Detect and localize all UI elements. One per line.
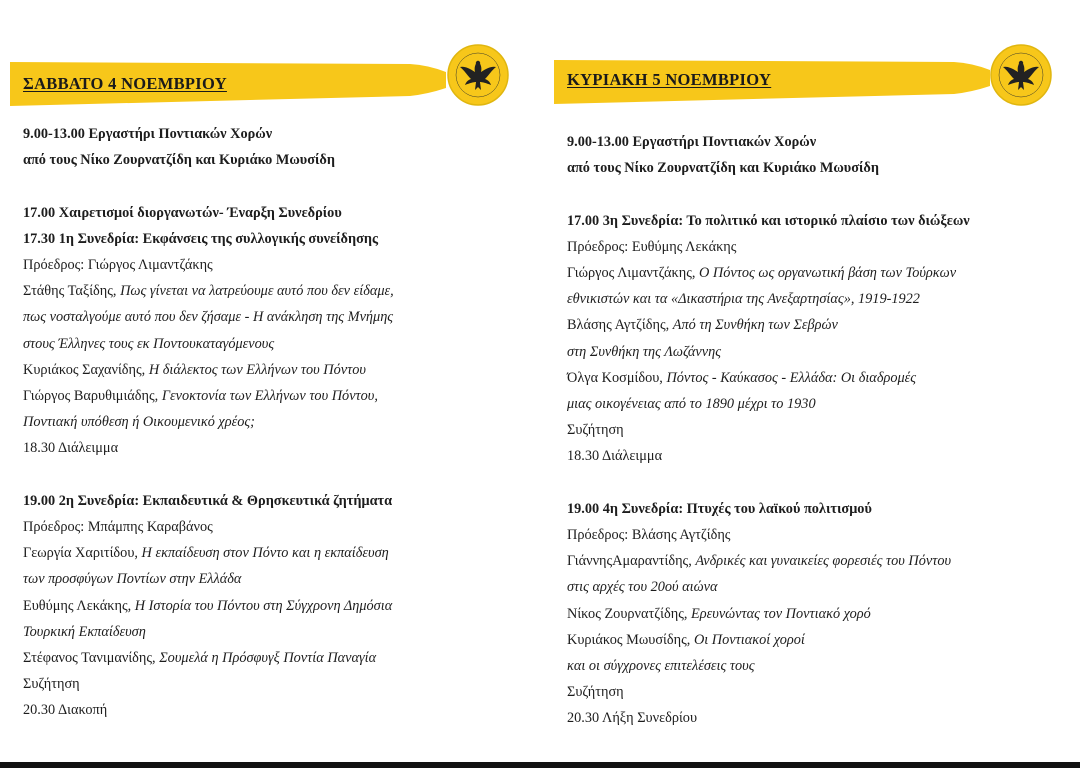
discussion-line: Συζήτηση <box>567 684 624 701</box>
talk-title: Ερευνώντας τον Ποντιακό χορό <box>691 605 871 622</box>
session-title: Εκφάνσεις της συλλογικής συνείδησης <box>139 230 379 247</box>
workshop-line: 9.00-13.00 Εργαστήρι Ποντιακών Χορών <box>23 126 273 142</box>
talk-title: των προσφύγων Ποντίων στην Ελλάδα <box>23 571 242 588</box>
talk-speaker: Στάθης Ταξίδης, <box>23 283 121 300</box>
talk-line <box>23 540 513 566</box>
talk-line <box>567 548 1057 574</box>
sunday-banner <box>554 44 1054 116</box>
talk-speaker: Στέφανος Τανιμανίδης, <box>23 650 160 667</box>
saturday-program <box>23 121 513 724</box>
workshop-line: από τους Νίκο Ζουρνατζίδη και Κυριάκο Μωυσίδη <box>567 160 879 177</box>
talk-line <box>23 383 513 409</box>
bottom-edge-bar <box>0 762 1080 768</box>
end-line: 20.30 Διακοπή <box>23 702 108 719</box>
talk-title: Ο Πόντος ως οργανωτική βάση των Τούρκων <box>699 265 957 281</box>
talk-speaker: Γεωργία Χαριτίδου, <box>23 545 142 562</box>
talk-title: στις αρχές του 20ού αιώνα <box>567 579 718 596</box>
talk-line <box>567 627 1057 653</box>
talk-speaker: Κυριάκος Σαχανίδης, <box>23 361 149 378</box>
session-chair: Πρόεδρος: Μπάμπης Καραβάνος <box>23 519 213 536</box>
talk-title: μιας οικογένειας από το 1890 μέχρι το 1930 <box>567 396 816 413</box>
saturday-banner <box>10 44 510 116</box>
talk-title: στους Έλληνες τους εκ Ποντουκαταγόμενους <box>23 335 275 352</box>
session-title: Εκπαιδευτικά & Θρησκευτικά ζητήματα <box>139 492 393 509</box>
session-time: 19.00 4η Συνεδρία: <box>567 500 684 517</box>
session-heading <box>567 208 1057 234</box>
talk-line <box>567 365 1057 391</box>
end-line: 20.30 Λήξη Συνεδρίου <box>567 710 698 727</box>
break-line: 18.30 Διάλειμμα <box>567 448 663 465</box>
talk-title: εθνικιστών και τα «Δικαστήρια της Ανεξαρτησίας», 1919-1922 <box>567 291 920 308</box>
sunday-program <box>567 129 1057 732</box>
talk-speaker: Γιώργος Βαρυθιμιάδης, <box>23 388 162 405</box>
workshop-line: 9.00-13.00 Εργαστήρι Ποντιακών Χορών <box>567 134 817 150</box>
talk-title: στη Συνθήκη της Λωζάννης <box>567 343 721 360</box>
sunday-title: ΚΥΡΙΑΚΗ 5 ΝΟΕΜΒΡΙΟΥ <box>567 70 772 89</box>
talk-title: Οι Ποντιακοί χοροί <box>693 631 805 648</box>
session-heading <box>567 496 1057 522</box>
talk-title: Η εκπαίδευση στον Πόντο και η εκπαίδευση <box>141 545 389 562</box>
discussion-line: Συζήτηση <box>567 422 624 439</box>
talk-title: πως νοσταλγούμε αυτό που δεν ζήσαμε - Η ανάκληση της Μνήμης <box>23 309 394 326</box>
talk-speaker: Όλγα Κοσμίδου, <box>567 369 667 386</box>
talk-line <box>567 601 1057 627</box>
session-heading <box>23 226 513 252</box>
talk-speaker: Γιώργος Λιμαντζάκης, <box>567 265 700 281</box>
talk-title: Πόντος - Καύκασος - Ελλάδα: Οι διαδρομές <box>666 369 917 386</box>
talk-speaker: Νίκος Ζουρνατζίδης, <box>567 605 692 622</box>
talk-speaker: ΓιάννηςΑμαραντίδης, <box>567 553 696 570</box>
session-chair: Πρόεδρος: Ευθύμης Λεκάκης <box>567 238 737 255</box>
talk-title: Γενοκτονία των Ελλήνων του Πόντου, <box>161 388 378 405</box>
pontic-eagle-emblem-icon <box>990 44 1052 106</box>
talk-title: Σουμελά η Πρόσφυγξ Ποντία Παναγία <box>159 650 377 667</box>
session-title: Πτυχές του λαϊκού πολιτισμού <box>683 500 872 517</box>
talk-line <box>23 645 513 671</box>
talk-title: και οι σύγχρονες επιτελέσεις τους <box>567 658 755 675</box>
talk-line <box>23 593 513 619</box>
session-time: 17.00 3η Συνεδρία: <box>567 212 684 229</box>
session-chair: Πρόεδρος: Βλάσης Αγτζίδης <box>567 527 731 544</box>
saturday-title: ΣΑΒΒΑΤΟ 4 ΝΟΕΜΒΡΙΟΥ <box>23 74 227 93</box>
session-title: Το πολιτικό και ιστορικό πλαίσιο των διώξεων <box>683 212 970 229</box>
session-time: 17.30 1η Συνεδρία: <box>23 230 140 247</box>
talk-title: Πως γίνεται να λατρεύουμε αυτό που δεν είδαμε, <box>120 283 394 300</box>
session-heading <box>23 488 513 514</box>
talk-speaker: Ευθύμης Λεκάκης, <box>23 597 135 614</box>
discussion-line: Συζήτηση <box>23 676 80 693</box>
talk-line <box>567 312 1057 338</box>
talk-speaker: Βλάσης Αγτζίδης, <box>567 317 673 334</box>
pontic-eagle-emblem-icon <box>447 44 509 106</box>
talk-title: Η Ιστορία του Πόντου στη Σύγχρονη Δημόσια <box>134 597 393 614</box>
session-chair: Πρόεδρος: Γιώργος Λιμαντζάκης <box>23 257 213 273</box>
talk-title: Από τη Συνθήκη των Σεβρών <box>672 317 838 334</box>
saturday-column <box>10 44 510 719</box>
talk-line <box>23 357 513 383</box>
opening-line: 17.00 Χαιρετισμοί διοργανωτών- Έναρξη Συνεδρίου <box>23 204 342 221</box>
talk-title: Η διάλεκτος των Ελλήνων του Πόντου <box>148 361 366 378</box>
talk-title: Τουρκική Εκπαίδευση <box>23 623 146 640</box>
talk-speaker: Κυριάκος Μωυσίδης, <box>567 631 694 648</box>
talk-title: Ποντιακή υπόθεση ή Οικουμενικό χρέος; <box>23 414 255 431</box>
talk-title: Ανδρικές και γυναικείες φορεσιές του Πόντου <box>695 553 952 570</box>
sunday-column <box>554 44 1054 727</box>
workshop-line: από τους Νίκο Ζουρνατζίδη και Κυριάκο Μωυσίδη <box>23 152 335 169</box>
session-time: 19.00 2η Συνεδρία: <box>23 492 140 509</box>
talk-line <box>23 278 513 304</box>
break-line: 18.30 Διάλειμμα <box>23 440 119 457</box>
talk-line <box>567 260 1057 286</box>
